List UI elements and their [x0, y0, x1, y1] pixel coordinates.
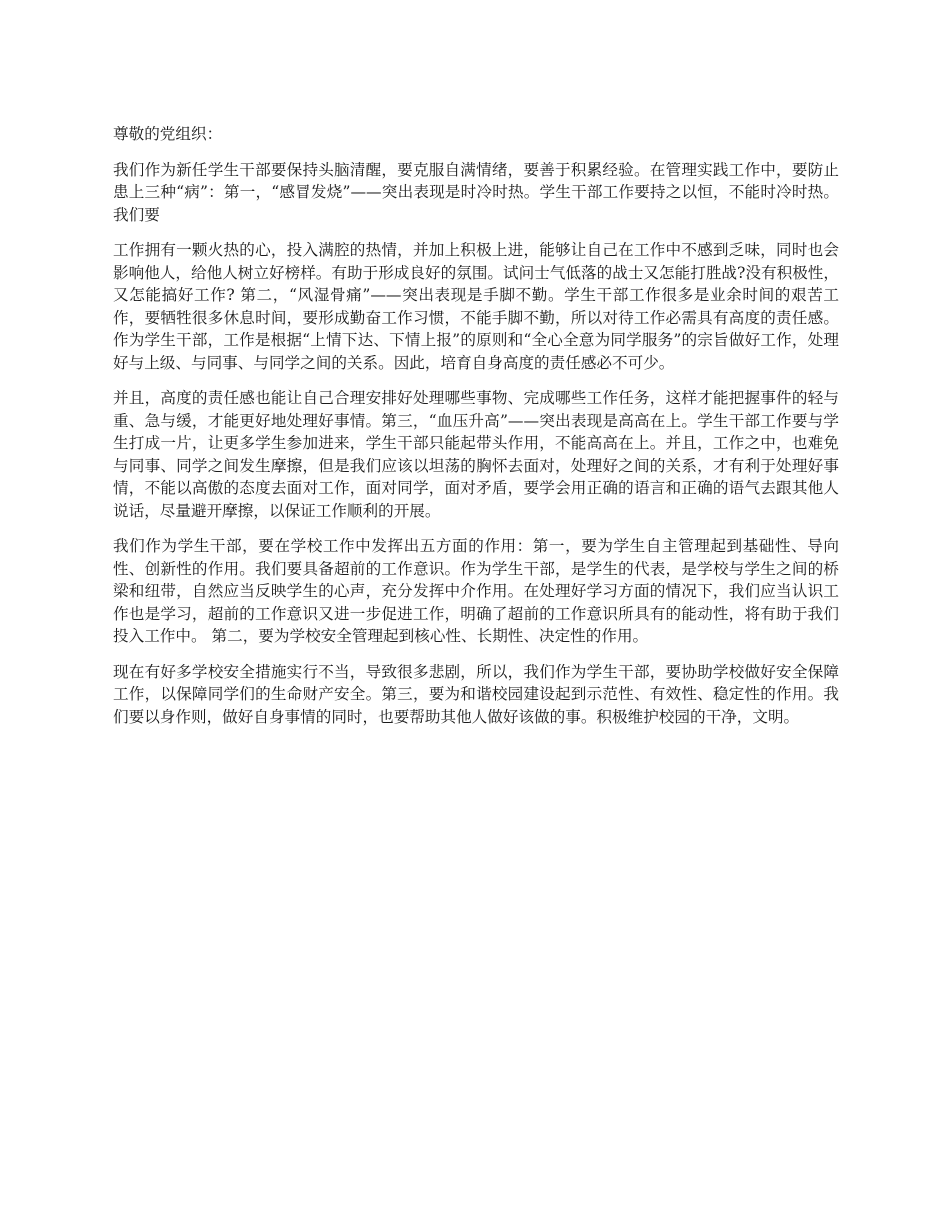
document-page	[113, 123, 839, 741]
paragraph: 我们作为新任学生干部要保持头脑清醒，要克服自满情绪，要善于积累经验。在管理实践工作中，要防止患上三种“病”：第一，“感冒发烧”——突出表现是时冷时热。学生干部工作要持之以恒，不能时冷时热。我们要	[113, 160, 839, 224]
paragraph: 工作拥有一颗火热的心，投入满腔的热情，并加上积极上进，能够让自己在工作中不感到乏味，同时也会影响他人，给他人树立好榜样。有助于形成良好的氛围。试问士气低落的战士又怎能打胜战?没有积极性，又怎能搞好工作? 第二，“风湿骨痛”——突出表现是手脚不勤。学生干部工作很多是业余时间的艰苦工作，要牺牲很多休息时间，要形成勤奋工作习惯，不能手脚不勤，所以对待工作必需具有高度的责任感。作为学生干部，工作是根据“上情下达、下情上报”的原则和“全心全意为同学服务”的宗旨做好工作，处理好与上级、与同事、与同学之间的关系。因此，培育自身高度的责任感必不可少。	[113, 241, 839, 372]
salutation: 尊敬的党组织：	[113, 125, 223, 143]
paragraph: 现在有好多学校安全措施实行不当，导致很多悲剧，所以，我们作为学生干部，要协助学校做好安全保障工作，以保障同学们的生命财产安全。第三，要为和谐校园建设起到示范性、有效性、稳定性的作用。我们要以身作则，做好自身事情的同时，也要帮助其他人做好该做的事。积极维护校园的干净，文明。	[113, 662, 839, 726]
paragraph: 我们作为学生干部，要在学校工作中发挥出五方面的作用：第一，要为学生自主管理起到基础性、导向性、创新性的作用。我们要具备超前的工作意识。作为学生干部，是学生的代表，是学校与学生之间的桥梁和纽带，自然应当反映学生的心声，充分发挥中介作用。在处理好学习方面的情况下，我们应当认识工作也是学习，超前的工作意识又进一步促进工作，明确了超前的工作意识所具有的能动性，将有助于我们投入工作中。 第二，要为学校安全管理起到核心性、长期性、决定性的作用。	[113, 537, 839, 645]
paragraph: 并且，高度的责任感也能让自己合理安排好处理哪些事物、完成哪些工作任务，这样才能把握事件的轻与重、急与缓，才能更好地处理好事情。第三，“血压升高”——突出表现是高高在上。学生干部工作要与学生打成一片，让更多学生参加进来，学生干部只能起带头作用，不能高高在上。并且，工作之中，也难免与同事、同学之间发生摩擦，但是我们应该以坦荡的胸怀去面对，处理好之间的关系，才有利于处理好事情，不能以高傲的态度去面对工作，面对同学，面对矛盾，要学会用正确的语言和正确的语气去跟其他人说话，尽量避开摩擦，以保证工作顺利的开展。	[113, 389, 839, 520]
